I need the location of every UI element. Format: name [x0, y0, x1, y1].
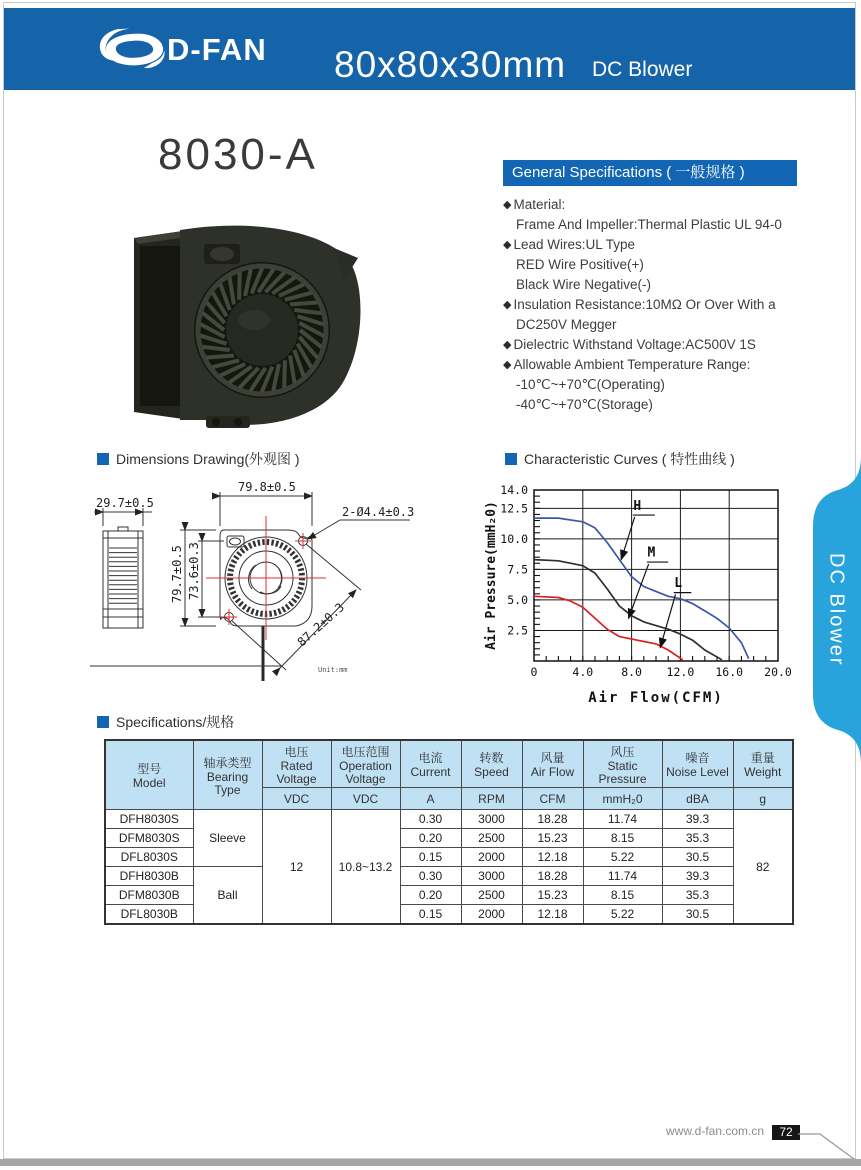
bearing-cell: Ball — [193, 867, 262, 925]
column-header-cn: 电压范围 — [341, 744, 390, 759]
svg-text:12.5: 12.5 — [500, 501, 528, 516]
column-header-en: Noise Level — [666, 765, 729, 779]
specifications-table — [104, 739, 794, 925]
spec-table-section-title: Specifications/规格 — [116, 714, 235, 730]
column-header — [105, 740, 193, 810]
pressure-cell: 5.22 — [583, 905, 662, 925]
general-spec-text: Dielectric Withstand Voltage:AC500V 1S — [513, 337, 756, 352]
chart-y-axis-label: Air Pressure(mmH₂0) — [484, 501, 499, 650]
section-bullet-icon — [97, 716, 109, 728]
svg-text:8.0: 8.0 — [621, 665, 642, 679]
table-row — [105, 810, 793, 829]
svg-text:0: 0 — [530, 665, 538, 679]
general-spec-text: RED Wire Positive(+) — [516, 257, 644, 272]
pressure-cell: 11.74 — [583, 810, 662, 829]
column-unit: g — [733, 788, 793, 810]
column-header-cn: 风压 — [610, 744, 635, 759]
svg-text:14.0: 14.0 — [500, 483, 528, 497]
dim-hole-span: 73.6±0.3 — [187, 542, 201, 600]
pressure-cell: 8.15 — [583, 886, 662, 905]
column-header — [522, 740, 583, 788]
characteristic-curves-chart — [482, 470, 804, 710]
svg-text:16.0: 16.0 — [715, 665, 744, 679]
general-specs-list — [503, 195, 797, 415]
column-header — [331, 740, 400, 788]
svg-text:12.0: 12.0 — [666, 665, 695, 679]
current-cell: 0.20 — [400, 886, 461, 905]
general-spec-item — [503, 235, 797, 255]
column-header — [662, 740, 733, 788]
general-spec-text: Lead Wires:UL Type — [513, 237, 636, 252]
column-header-en: Static Pressure — [598, 758, 647, 786]
column-header — [193, 740, 262, 810]
column-header-en: Operation Voltage — [339, 758, 392, 786]
svg-text:7.5: 7.5 — [507, 562, 528, 577]
column-header-cn: 重量 — [750, 751, 775, 765]
column-header-en: Weight — [744, 765, 782, 779]
website-url: www.d-fan.com.cn — [666, 1124, 765, 1138]
model-cell: DFL8030S — [105, 848, 193, 867]
svg-text:5.0: 5.0 — [507, 592, 528, 607]
model-cell: DFM8030B — [105, 886, 193, 905]
general-spec-item — [503, 255, 797, 275]
product-type-label: DC Blower — [592, 58, 693, 81]
dim-front-height: 79.7±0.5 — [170, 545, 184, 603]
spec-table-section-header — [97, 712, 234, 732]
air-flow-cell: 12.18 — [522, 905, 583, 925]
noise-cell: 39.3 — [662, 810, 733, 829]
column-header-cn: 型号 — [137, 762, 162, 776]
column-header-en: Current — [410, 765, 451, 779]
side-tab-dc-blower — [807, 456, 861, 764]
speed-cell: 3000 — [461, 810, 522, 829]
dimensions-section-header — [97, 449, 300, 469]
curve-annotation-M — [629, 546, 669, 619]
air-flow-cell: 12.18 — [522, 848, 583, 867]
curve-L — [534, 596, 683, 660]
diamond-bullet-icon: ◆ — [503, 239, 512, 251]
chart-x-axis-label: Air Flow(CFM) — [588, 690, 724, 706]
dim-side-width: 29.7±0.5 — [96, 496, 154, 510]
column-unit: VDC — [262, 788, 331, 810]
column-header-cn: 转数 — [479, 751, 504, 765]
general-spec-text: DC250V Megger — [516, 317, 617, 332]
diamond-bullet-icon: ◆ — [503, 299, 512, 311]
svg-text:4.0: 4.0 — [572, 665, 594, 679]
diamond-bullet-icon: ◆ — [503, 339, 512, 351]
rated-voltage-cell: 12 — [262, 810, 331, 925]
model-number-title: 8030-A — [158, 130, 318, 179]
noise-cell: 39.3 — [662, 867, 733, 886]
diamond-bullet-icon: ◆ — [503, 359, 512, 371]
chart-grid — [534, 490, 778, 661]
svg-text:10.0: 10.0 — [500, 531, 528, 546]
model-cell: DFH8030B — [105, 867, 193, 886]
pressure-cell: 5.22 — [583, 848, 662, 867]
general-spec-text: Allowable Ambient Temperature Range: — [513, 357, 751, 372]
column-header-cn: 电压 — [284, 744, 309, 759]
general-spec-text: Frame And Impeller:Thermal Plastic UL 94-0 — [516, 217, 782, 232]
svg-text:20.0: 20.0 — [764, 665, 792, 679]
column-unit: dBA — [662, 788, 733, 810]
speed-cell: 2500 — [461, 886, 522, 905]
general-spec-text: Insulation Resistance:10MΩ Or Over With a — [513, 297, 776, 312]
product-photo — [120, 208, 365, 436]
air-flow-cell: 18.28 — [522, 810, 583, 829]
column-header-en: Air Flow — [530, 765, 575, 779]
svg-text:2.5: 2.5 — [507, 623, 528, 638]
unit-note: Unit:mm — [318, 666, 348, 674]
current-cell: 0.15 — [400, 848, 461, 867]
general-spec-item — [503, 315, 797, 335]
column-header-en: Rated Voltage — [276, 758, 317, 786]
side-tab-label: DC Blower — [825, 553, 848, 667]
svg-text:L: L — [674, 576, 683, 592]
column-header — [461, 740, 522, 788]
general-spec-text: Material: — [513, 197, 566, 212]
column-header-cn: 噪音 — [685, 751, 710, 765]
general-spec-text: -10℃~+70℃(Operating) — [516, 377, 665, 392]
operation-voltage-cell: 10.8~13.2 — [331, 810, 400, 925]
chart-minor-ticks — [534, 496, 766, 661]
bearing-cell: Sleeve — [193, 810, 262, 867]
dim-diagonal: 87.2±0.3 — [294, 600, 347, 650]
current-cell: 0.30 — [400, 810, 461, 829]
general-spec-text: -40℃~+70℃(Storage) — [516, 397, 653, 412]
general-spec-item — [503, 375, 797, 395]
weight-cell: 82 — [733, 810, 793, 925]
column-header-en: Speed — [474, 765, 509, 779]
dim-front-width: 79.8±0.5 — [238, 480, 296, 494]
column-header-en: Model — [132, 776, 166, 790]
curves-section-header — [505, 449, 735, 469]
table-row — [105, 867, 793, 886]
fan-size-title: 80x80x30mm — [334, 44, 567, 85]
column-header-cn: 电流 — [418, 751, 443, 765]
general-spec-item — [503, 195, 797, 215]
air-flow-cell: 15.23 — [522, 886, 583, 905]
column-header — [583, 740, 662, 788]
speed-cell: 3000 — [461, 867, 522, 886]
speed-cell: 2500 — [461, 829, 522, 848]
curve-M — [534, 560, 722, 660]
noise-cell: 35.3 — [662, 886, 733, 905]
general-spec-item — [503, 395, 797, 415]
column-unit: CFM — [522, 788, 583, 810]
bottom-gray-bar — [0, 1159, 861, 1166]
pressure-cell: 8.15 — [583, 829, 662, 848]
column-unit: VDC — [331, 788, 400, 810]
model-cell: DFH8030S — [105, 810, 193, 829]
air-flow-cell: 15.23 — [522, 829, 583, 848]
model-cell: DFM8030S — [105, 829, 193, 848]
svg-text:H: H — [633, 499, 642, 515]
general-spec-item — [503, 355, 797, 375]
page-number-badge: 72 — [772, 1125, 800, 1140]
column-header — [262, 740, 331, 788]
column-header-cn: 风量 — [540, 751, 565, 765]
air-flow-cell: 18.28 — [522, 867, 583, 886]
general-specs-section — [503, 160, 797, 415]
column-unit: mmH₂0 — [583, 788, 662, 810]
svg-text:M: M — [647, 545, 656, 561]
dim-hole-callout: 2-Ø4.4±0.3 — [342, 505, 415, 519]
column-unit: RPM — [461, 788, 522, 810]
noise-cell: 30.5 — [662, 848, 733, 867]
brand-logo-icon — [96, 22, 166, 76]
section-bullet-icon — [97, 453, 109, 465]
column-header — [733, 740, 793, 788]
general-spec-item — [503, 215, 797, 235]
general-spec-text: Black Wire Negative(-) — [516, 277, 652, 292]
current-cell: 0.15 — [400, 905, 461, 925]
curves-section-title: Characteristic Curves ( 特性曲线 ) — [524, 451, 735, 467]
general-spec-item — [503, 295, 797, 315]
column-header-cn: 轴承类型 — [203, 755, 252, 770]
model-cell: DFL8030B — [105, 905, 193, 925]
current-cell: 0.30 — [400, 867, 461, 886]
column-header-en: Bearing Type — [206, 769, 249, 797]
speed-cell: 2000 — [461, 848, 522, 867]
chart-tick-labels — [500, 483, 792, 679]
noise-cell: 35.3 — [662, 829, 733, 848]
pressure-cell: 11.74 — [583, 867, 662, 886]
column-header — [400, 740, 461, 788]
general-spec-item — [503, 335, 797, 355]
brand-name: D-FAN — [167, 32, 267, 67]
section-bullet-icon — [505, 453, 517, 465]
general-spec-item — [503, 275, 797, 295]
dimensions-drawing — [90, 478, 482, 706]
header-bar — [4, 8, 855, 90]
noise-cell: 30.5 — [662, 905, 733, 925]
current-cell: 0.20 — [400, 829, 461, 848]
general-specs-title: General Specifications ( 一般规格 ) — [503, 160, 797, 186]
speed-cell: 2000 — [461, 905, 522, 925]
diamond-bullet-icon: ◆ — [503, 199, 512, 211]
column-unit: A — [400, 788, 461, 810]
dimensions-section-title: Dimensions Drawing(外观图 ) — [116, 451, 300, 467]
